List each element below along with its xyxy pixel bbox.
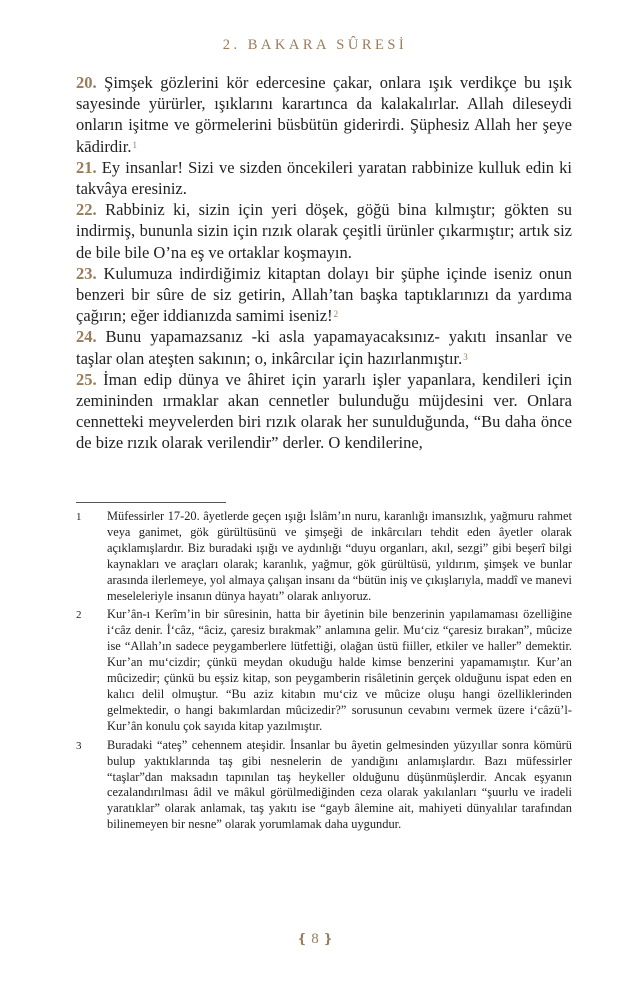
footnote-2 (76, 607, 572, 734)
footnote-ref-1[interactable]: 1 (132, 139, 137, 150)
verse-number: 21. (76, 157, 97, 177)
footnote-1 (76, 509, 572, 604)
verse-21 (76, 157, 572, 199)
running-header: 2. BAKARA SÛRESİ (222, 37, 408, 53)
verse-text: Şimşek gözlerini kör edercesine çakar, onlara ışık verdikçe bu ışık sayesinde yürürler, ışıklarını karartınca da kalakalırlar. Allah dileseydi onların işitme ve görmelerini büsbütün giderirdi. Şüphesiz Allah her şeye kādirdir. (76, 73, 572, 156)
footnote-text: Kur’ân-ı Kerîm’in bir sûresinin, hatta bir âyetinin bile benzerinin yapılamaması özelliğine i‘câz denir. İ‘câz, “âciz, çaresiz bırakmak” anlamına gelir. Mu‘ciz “çaresiz bırakan”, mûcize ise “Allah’ın sadece peygamberlere lütfettiği, olağan üstü fiiller, etkiler ve haller” demektir. Kur’an mu‘cizdir; çünkü meydan okuduğu halde kimse benzerini yapamamıştır. Kur’an mûcizedir; çünkü bu eşsiz kitap, son peygamberin risâletinin gerçek olduğunu ispat eden en kalıcı delil olmuştur. “Bu aziz kitabın mu‘ciz ve mûcize oluşu hangi özelliklerinden gelmektedir, o hangi bakımlardan mûcizedir?” sorusunun cevabını vermek üzere i‘câzü’l-Kur’ân konulu çok sayıda kitap yazılmıştır. (107, 607, 572, 733)
verse-text: Bunu yapamazsanız -ki asla yapamayacaksınız- yakıtı insanlar ve taşlar olan ateşten sakının; o, inkârcılar için hazırlanmıştır. (76, 327, 572, 368)
verse-25 (76, 369, 572, 454)
verse-20 (76, 72, 572, 157)
footnote-text: Müfessirler 17-20. âyetlerde geçen ışığı İslâm’ın nuru, karanlığı imansızlık, yağmuru rahmet veya ganimet, gök gürültüsünü ve şimşeği de inkârcıları tehdit eden âyetler olarak açıklamışlardır. Biz buradaki ışığı ve aydınlığı “duyu organları, akıl, sezgi” gibi beşerî bilgi kaynakları ve araçları olarak; karanlık, yağmur, gök gürültüsü, yıldırım, şimşek ve bunlar arasında ilerlemeye, yol almaya çalışan insanı da “bütün iniş ve çıkışlarıyla, maddî ve manevi meseleleriyle insanın dünya hayatı” olarak anlıyoruz. (107, 509, 572, 603)
footnote-ref-3[interactable]: 3 (463, 351, 468, 362)
verse-number: 20. (76, 73, 97, 92)
footnote-3 (76, 738, 572, 833)
verse-text: Rabbiniz ki, sizin için yeri döşek, göğü bina kılmıştır; gökten su indirmiş, bununla sizin için rızık olarak çeşitli ürünler çıkarmıştır; artık siz de bile bile O’na eş ve ortaklar koşmayın. (76, 200, 573, 262)
verse-22 (76, 199, 572, 263)
left-ornament-icon: ❴ (296, 931, 308, 946)
page-number (0, 931, 630, 948)
verse-number: 24. (76, 327, 97, 347)
footnote-number: 1 (76, 511, 82, 523)
footnotes (76, 509, 572, 836)
verse-number: 25. (76, 369, 97, 389)
footnote-ref-2[interactable]: 2 (333, 309, 339, 320)
footnote-text: Buradaki “ateş” cehennem ateşidir. İnsanlar bu âyetin gelmesinden yüzyıllar sonra kömürü bulup yaktıklarında taş gibi nesnelerin de yandığını anlamışlardır. Bazı müfessirler “taşlar”dan maksadın tapınılan taş heykeller olduğunu düşünmüşlerdir. Ancak eşyanın cezalandırılması âdil ve mâkul görülmediğinden ceza olarak yakılanları “şuurlu ve iradeli yaratıklar” olarak anlamak, taş yakıtı ise “gayb âlemine ait, mahiyeti dünyalılar tarafından bilinemeyen bir nesne” olarak yorumlamak daha uygundur. (107, 737, 572, 832)
footnote-divider (76, 502, 226, 503)
verse-block (76, 72, 572, 454)
footnote-number: 2 (76, 609, 82, 622)
verse-23 (76, 263, 572, 327)
verse-text: İman edip dünya ve âhiret için yararlı işler yapanlara, kendileri için zemininden ırmaklar akan cennetler bulunduğu müjdesini ver. Onlara cennetteki meyvelerden biri rızık olarak her sunulduğunda, “Bu daha önce de bize rızık olarak verilendir” derler. O kendilerine, (76, 369, 573, 453)
verse-text: Ey insanlar! Sizi ve sizden öncekileri yaratan rabbinize kulluk edin ki takvâya eresiniz. (76, 157, 573, 199)
verse-number: 23. (76, 263, 97, 283)
footnote-number: 3 (76, 739, 82, 752)
verse-24 (76, 326, 572, 368)
page-number-value: 8 (311, 931, 319, 947)
right-ornament-icon: ❵ (322, 931, 334, 946)
verse-text: Kulumuza indirdiğimiz kitaptan dolayı bir şüphe içinde iseniz onun benzeri bir sûre de siz getirin, Allah’tan başka taptıklarınızı da yardıma çağırın; eğer iddianızda samimi iseniz! (76, 263, 573, 326)
verse-number: 22. (76, 200, 97, 220)
